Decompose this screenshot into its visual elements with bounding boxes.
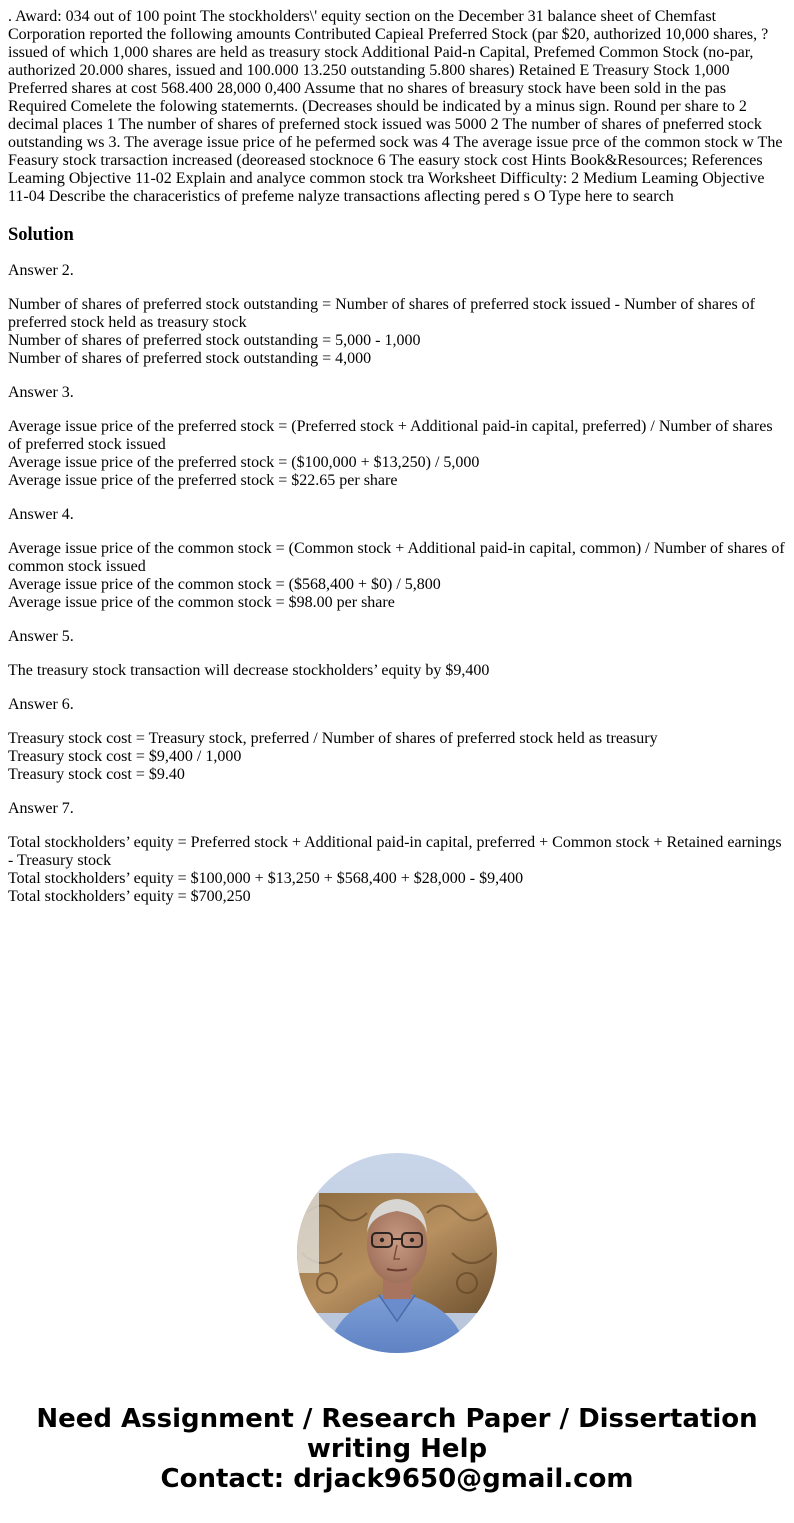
answer-block <box>8 384 786 490</box>
answer-line: Number of shares of preferred stock outstanding = 5,000 - 1,000 <box>8 332 421 349</box>
promo-banner <box>0 1404 794 1494</box>
answer-body <box>8 418 786 490</box>
author-photo <box>297 1153 497 1353</box>
answer-line: Average issue price of the common stock = ($568,400 + $0) / 5,800 <box>8 576 441 593</box>
answer-line: Average issue price of the preferred stock = ($100,000 + $13,250) / 5,000 <box>8 454 480 471</box>
answer-line: Treasury stock cost = $9.40 <box>8 766 185 783</box>
question-text: . Award: 034 out of 100 point The stockholders\' equity section on the December 31 balance sheet of Chemfast Corporation reported the following amounts Contributed Capieal Preferred Stock (par $20, authorized 10,000 shares, ? issued of which 1,000 shares are held as treasury stock Additional Paid-n Capital, Prefemed Common Stock (no-par, authorized 20.000 shares, issued and 100.000 13.250 outstanding 5.800 shares) Retained E Treasury Stock 1,000 Preferred shares at cost 568.400 28,000 0,400 Assume that no shares of breasury stock have been sold in the pas Required Comelete the folowing statemernts. (Decreases should be indicated by a minus sign. Round per share to 2 decimal places 1 The number of shares of preferned stock issued was 5000 2 The number of shares of pneferred stock outstanding ws 3. The average issue price of he pefermed sock was 4 The average issue prce of the common stock w The Feasury stock trarsaction increased (deoreased stocknoce 6 The easury stock cost Hints Book&Resources; References Leaming Objective 11-02 Explain and analyce common stock tra Worksheet Difficulty: 2 Medium Leaming Objective 11-04 Describe the characeristics of prefeme nalyze transactions aflecting pered s O Type here to search <box>8 8 783 205</box>
promo-line: Need Assignment / Research Paper / Dissertation <box>36 1404 758 1434</box>
answer-line: Average issue price of the common stock = $98.00 per share <box>8 594 395 611</box>
answer-body <box>8 540 786 612</box>
answer-line: Total stockholders’ equity = $100,000 + $13,250 + $568,400 + $28,000 - $9,400 <box>8 870 524 887</box>
answer-heading: Answer 4. <box>8 506 74 523</box>
answer-line: Total stockholders’ equity = $700,250 <box>8 888 251 905</box>
answer-heading: Answer 2. <box>8 262 74 279</box>
answer-heading: Answer 3. <box>8 384 74 401</box>
answer-line: The treasury stock transaction will decrease stockholders’ equity by $9,400 <box>8 662 490 679</box>
answer-line: Treasury stock cost = $9,400 / 1,000 <box>8 748 242 765</box>
answer-block <box>8 800 786 906</box>
answer-body <box>8 834 786 906</box>
answer-line: Treasury stock cost = Treasury stock, preferred / Number of shares of preferred stock held as treasury <box>8 730 658 747</box>
answer-line: Average issue price of the preferred stock = $22.65 per share <box>8 472 398 489</box>
promo-line: writing Help <box>306 1434 488 1464</box>
document-content <box>8 8 786 906</box>
answer-heading: Answer 6. <box>8 696 74 713</box>
answer-body <box>8 730 786 784</box>
answer-line: Average issue price of the preferred stock = (Preferred stock + Additional paid-in capital, preferred) / Number of shares of preferred stock issued <box>8 418 773 453</box>
answer-body <box>8 296 786 368</box>
answer-block <box>8 696 786 784</box>
answer-block <box>8 262 786 368</box>
answer-list <box>8 262 786 906</box>
answer-line: Total stockholders’ equity = Preferred stock + Additional paid-in capital, preferred + Common stock + Retained earnings - Treasury stock <box>8 834 782 869</box>
solution-heading: Solution <box>8 225 74 245</box>
answer-heading: Answer 7. <box>8 800 74 817</box>
contact-email: Contact: drjack9650@gmail.com <box>160 1464 634 1494</box>
answer-body <box>8 662 786 680</box>
answer-line: Number of shares of preferred stock outstanding = Number of shares of preferred stock issued - Number of shares of preferred stock held as treasury stock <box>8 296 756 331</box>
answer-block <box>8 506 786 612</box>
answer-line: Number of shares of preferred stock outstanding = 4,000 <box>8 350 372 367</box>
answer-block <box>8 628 786 680</box>
answer-heading: Answer 5. <box>8 628 74 645</box>
answer-line: Average issue price of the common stock = (Common stock + Additional paid-in capital, common) / Number of shares of common stock issued <box>8 540 785 575</box>
